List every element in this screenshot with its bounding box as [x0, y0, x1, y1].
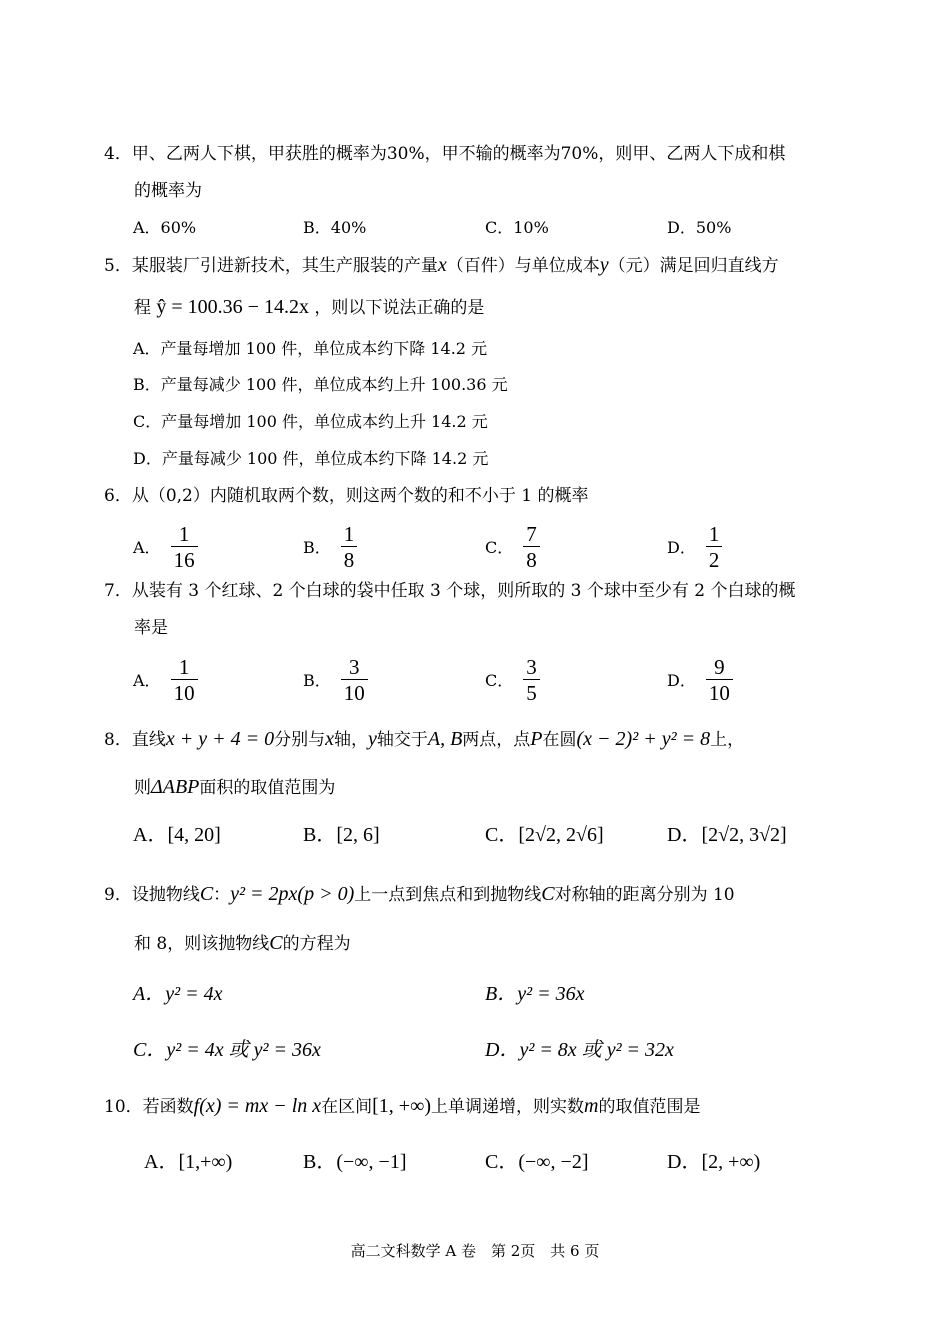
q8-triangle: ΔABP: [151, 776, 200, 798]
q8-option-d: D．[2√2, 3√2]: [667, 824, 787, 846]
q4-option-b: B．40%: [303, 218, 367, 237]
q9-text-b: ：: [213, 885, 231, 905]
q8-points-ab: A, B: [427, 728, 463, 750]
q8-point-p: P: [530, 728, 543, 750]
q9-text-a: 9．设抛物线: [104, 885, 200, 905]
q10-option-c: C．(−∞, −2]: [485, 1151, 589, 1173]
q9-option-d: D．y² = 8x 或 y² = 32x: [485, 1039, 674, 1061]
q5-var-y: y: [599, 254, 609, 276]
q9-text-c: 上一点到焦点和到抛物线: [354, 885, 542, 905]
q6-option-c-fraction: [523, 522, 540, 573]
q10-text-c: 上单调递增，则实数: [431, 1097, 584, 1117]
q5-regression-equation: ŷ = 100.36 − 14.2x: [156, 296, 309, 318]
q5-stem-line2: [134, 296, 484, 319]
q7-option-d: [667, 655, 733, 706]
q4-stem-line1: 4．甲、乙两人下棋，甲获胜的概率为30%，甲不输的概率为70%，则甲、乙两人下成和棋: [104, 144, 786, 164]
q7-option-b: [303, 655, 368, 706]
q5-stem-line1: [104, 254, 779, 277]
q6-a-num: 1: [171, 522, 198, 547]
q7-option-b-label: B．: [303, 670, 331, 690]
q10-text-a: 10．若函数: [104, 1097, 194, 1117]
q7-stem-line1: 7．从装有 3 个红球、2 个白球的袋中任取 3 个球，则所取的 3 个球中至少有 2 个白球的概: [104, 581, 796, 601]
q10-text-b: 在区间: [321, 1097, 373, 1117]
q6-option-a-label: A．: [133, 537, 161, 557]
q8-text-d: 轴交于: [376, 730, 428, 750]
q8-circle-equation: (x − 2)² + y² = 8: [576, 728, 711, 750]
q10-option-a: A．[1,+∞): [144, 1151, 233, 1173]
q6-option-d: [667, 522, 722, 573]
q6-a-den: 16: [173, 548, 195, 572]
q5-text-a: 5．某服装厂引进新技术，其生产服装的产量: [104, 256, 438, 276]
q6-option-a-fraction: [171, 522, 198, 573]
q6-b-num: 1: [341, 522, 358, 547]
q10-interval: [1, +∞): [372, 1095, 431, 1117]
q8-text-i: 面积的取值范围为: [199, 778, 336, 798]
q5-text-e: ，则以下说法正确的是: [314, 298, 485, 318]
q6-option-c: [485, 522, 540, 573]
q7-option-c: [485, 655, 540, 706]
q10-option-b: B．(−∞, −1]: [303, 1151, 407, 1173]
q4-option-d: D．50%: [667, 218, 732, 237]
q7-option-c-label: C．: [485, 670, 514, 690]
q4-option-a: A．60%: [133, 218, 197, 237]
q7-d-num: 9: [706, 655, 733, 680]
q9-option-b: B．y² = 36x: [485, 983, 585, 1005]
q7-option-d-label: D．: [667, 670, 696, 690]
q6-option-d-label: D．: [667, 537, 696, 557]
q7-b-den: 10: [343, 681, 365, 705]
q10-var-m: m: [584, 1095, 599, 1117]
q6-stem: 6．从（0,2）内随机取两个数，则这两个数的和不小于 1 的概率: [104, 486, 589, 506]
q6-d-den: 2: [708, 548, 720, 572]
q8-text-f: 在圆: [542, 730, 577, 750]
q5-text-d: 程: [134, 298, 151, 318]
q8-option-c: C．[2√2, 2√6]: [485, 824, 604, 846]
q9-text-e: 和 8，则该抛物线: [134, 934, 270, 954]
q8-text-b: 分别与: [274, 730, 326, 750]
q8-text-e: 两点，点: [462, 730, 531, 750]
q8-var-x: x: [325, 728, 334, 750]
q5-text-c: （元）满足回归直线方: [608, 256, 779, 276]
q10-text-d: 的取值范围是: [598, 1097, 701, 1117]
q9-curve-c: C: [199, 883, 214, 905]
q5-option-b: B．产量每减少 100 件，单位成本约上升 100.36 元: [133, 375, 508, 394]
q7-option-c-fraction: [523, 655, 540, 706]
q8-text-g: 上，: [710, 730, 745, 750]
q7-d-den: 10: [708, 681, 730, 705]
q6-b-den: 8: [343, 548, 355, 572]
q10-function: f(x) = mx − ln x: [193, 1095, 322, 1117]
q7-a-num: 1: [171, 655, 198, 680]
q10-stem: [104, 1095, 700, 1118]
q7-option-d-fraction: [706, 655, 733, 706]
q10-option-d: D．[2, +∞): [667, 1151, 761, 1173]
q6-option-d-fraction: [706, 522, 723, 573]
q7-a-den: 10: [173, 681, 195, 705]
q6-option-b-fraction: [341, 522, 358, 573]
q6-option-b: [303, 522, 357, 573]
q6-option-b-label: B．: [303, 537, 331, 557]
q9-text-f: 的方程为: [282, 934, 351, 954]
q6-d-num: 1: [706, 522, 723, 547]
q7-option-b-fraction: [341, 655, 368, 706]
q9-option-a: A．y² = 4x: [133, 983, 223, 1005]
q4-option-c: C．10%: [485, 218, 549, 237]
q6-c-num: 7: [523, 522, 540, 547]
q8-text-a: 8．直线: [104, 730, 166, 750]
q8-stem-line1: [104, 728, 744, 751]
q7-option-a: [133, 655, 198, 706]
q8-text-h: 则: [134, 778, 151, 798]
q9-option-c: C．y² = 4x 或 y² = 36x: [133, 1039, 321, 1061]
q7-b-num: 3: [341, 655, 368, 680]
q8-option-b: B．[2, 6]: [303, 824, 380, 846]
q7-stem-line2: 率是: [134, 618, 168, 638]
q8-stem-line2: [134, 776, 335, 799]
q7-c-num: 3: [523, 655, 540, 680]
page-footer: 高二文科数学 A 卷 第 2页 共 6 页: [350, 1242, 600, 1260]
q5-text-b: （百件）与单位成本: [446, 256, 600, 276]
q8-line-equation: x + y + 4 = 0: [165, 728, 275, 750]
q5-var-x: x: [437, 254, 447, 276]
q9-curve-c-3: C: [269, 932, 283, 954]
q9-text-d: 对称轴的距离分别为 10: [554, 885, 735, 905]
q9-parabola-equation: y² = 2px(p > 0): [230, 883, 355, 905]
q9-curve-c-2: C: [541, 883, 555, 905]
q4-stem-line2: 的概率为: [134, 181, 202, 201]
q6-option-a: [133, 522, 198, 573]
q7-option-a-label: A．: [133, 670, 161, 690]
q9-stem-line1: [104, 883, 735, 906]
q8-option-a: A．[4, 20]: [133, 824, 221, 846]
q8-text-c: 轴，: [333, 730, 368, 750]
q9-stem-line2: [134, 932, 351, 955]
q7-option-a-fraction: [171, 655, 198, 706]
q7-c-den: 5: [526, 681, 537, 705]
q6-option-c-label: C．: [485, 537, 514, 557]
q5-option-c: C．产量每增加 100 件，单位成本约上升 14.2 元: [133, 412, 488, 431]
q5-option-a: A．产量每增加 100 件，单位成本约下降 14.2 元: [133, 339, 488, 358]
q5-option-d: D．产量每减少 100 件，单位成本约下降 14.2 元: [133, 449, 489, 468]
q6-c-den: 8: [526, 548, 537, 572]
q8-var-y: y: [367, 728, 377, 750]
